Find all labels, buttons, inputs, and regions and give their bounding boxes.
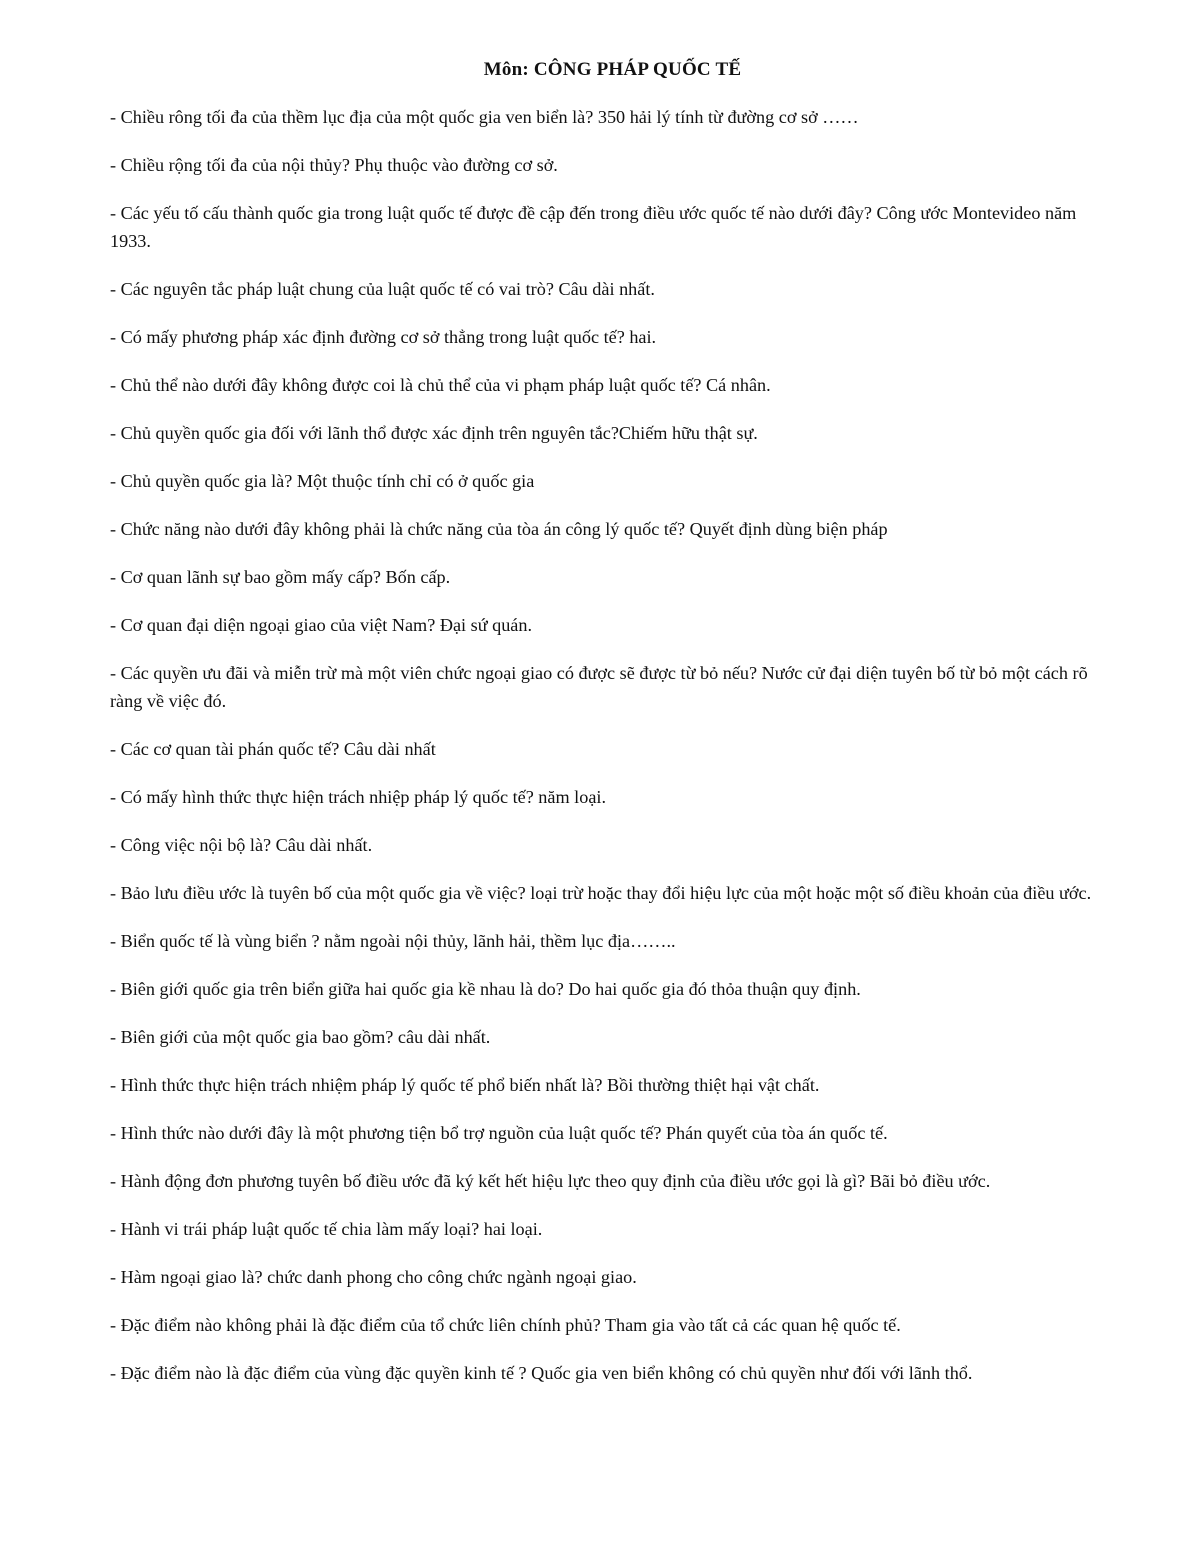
list-item: - Chủ quyền quốc gia đối với lãnh thổ được xác định trên nguyên tắc?Chiếm hữu thật sự.	[110, 423, 758, 443]
list-item: - Hàm ngoại giao là? chức danh phong cho công chức ngành ngoại giao.	[110, 1267, 637, 1287]
list-item: - Hành vi trái pháp luật quốc tế chia làm mấy loại? hai loại.	[110, 1219, 543, 1239]
list-item: - Đặc điểm nào không phải là đặc điểm của tổ chức liên chính phủ? Tham gia vào tất cả các quan hệ quốc tế.	[110, 1315, 901, 1335]
list-item: - Chủ thể nào dưới đây không được coi là chủ thể của vi phạm pháp luật quốc tế? Cá nhân.	[110, 375, 771, 395]
list-item: - Biên giới quốc gia trên biển giữa hai quốc gia kề nhau là do? Do hai quốc gia đó thỏa thuận quy định.	[110, 979, 861, 999]
document-title: Môn: CÔNG PHÁP QUỐC TẾ	[483, 59, 742, 80]
list-item: - Biên giới của một quốc gia bao gồm? câu dài nhất.	[110, 1027, 491, 1047]
list-item: - Biển quốc tế là vùng biển ? nằm ngoài nội thủy, lãnh hải, thềm lục địa……..	[110, 931, 676, 951]
list-item: - Có mấy phương pháp xác định đường cơ sở thẳng trong luật quốc tế? hai.	[110, 327, 657, 347]
question-answer-list	[110, 103, 1115, 1387]
list-item: - Công việc nội bộ là? Câu dài nhất.	[110, 835, 373, 855]
list-item: - Chức năng nào dưới đây không phải là chức năng của tòa án công lý quốc tế? Quyết định dùng biện pháp	[110, 519, 888, 539]
list-item: - Chiều rông tối đa của thềm lục địa của một quốc gia ven biển là? 350 hải lý tính từ đường cơ sở ……	[110, 107, 859, 127]
list-item: - Có mấy hình thức thực hiện trách nhiệp pháp lý quốc tế? năm loại.	[110, 787, 606, 807]
document-page	[110, 56, 1115, 1407]
list-item: - Chủ quyền quốc gia là? Một thuộc tính chỉ có ở quốc gia	[110, 471, 535, 491]
list-item: - Các yếu tố cấu thành quốc gia trong luật quốc tế được đề cập đến trong điều ước quốc tế nào dưới đây? Công ước Montevideo năm 1933.	[110, 203, 1077, 251]
list-item: - Các cơ quan tài phán quốc tế? Câu dài nhất	[110, 739, 436, 759]
list-item: - Hình thức thực hiện trách nhiệm pháp lý quốc tế phổ biến nhất là? Bồi thường thiệt hại vật chất.	[110, 1075, 820, 1095]
list-item: - Chiều rộng tối đa của nội thủy? Phụ thuộc vào đường cơ sở.	[110, 155, 558, 175]
list-item: - Các nguyên tắc pháp luật chung của luật quốc tế có vai trò? Câu dài nhất.	[110, 279, 655, 299]
list-item: - Cơ quan lãnh sự bao gồm mấy cấp? Bốn cấp.	[110, 567, 451, 587]
list-item: - Các quyền ưu đãi và miễn trừ mà một viên chức ngoại giao có được sẽ được từ bỏ nếu? Nước cử đại diện tuyên bố từ bỏ một cách rõ ràng về việc đó.	[110, 663, 1088, 711]
list-item: - Đặc điểm nào là đặc điểm của vùng đặc quyền kinh tế ? Quốc gia ven biển không có chủ quyền như đối với lãnh thổ.	[110, 1363, 973, 1383]
list-item: - Bảo lưu điều ước là tuyên bố của một quốc gia về việc? loại trừ hoặc thay đổi hiệu lực của một hoặc một số điều khoản của điều ước.	[110, 883, 1092, 903]
list-item: - Hình thức nào dưới đây là một phương tiện bổ trợ nguồn của luật quốc tế? Phán quyết của tòa án quốc tế.	[110, 1123, 888, 1143]
list-item: - Cơ quan đại diện ngoại giao của việt Nam? Đại sứ quán.	[110, 615, 533, 635]
list-item: - Hành động đơn phương tuyên bố điều ước đã ký kết hết hiệu lực theo quy định của điều ước gọi là gì? Bãi bỏ điều ước.	[110, 1171, 991, 1191]
